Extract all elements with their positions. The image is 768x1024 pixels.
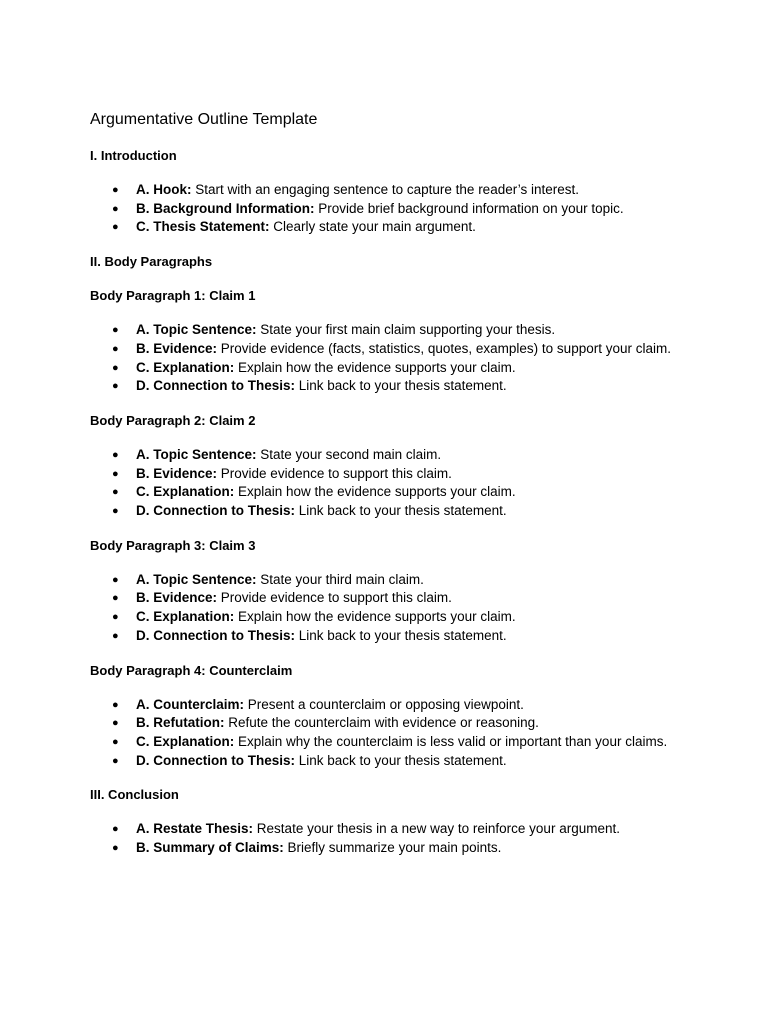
item-label: B. Background Information: bbox=[136, 200, 315, 216]
section-heading: Body Paragraph 3: Claim 3 bbox=[90, 537, 256, 553]
section-heading: III. Conclusion bbox=[90, 787, 179, 803]
outline-body bbox=[90, 147, 690, 858]
bullet-icon: ● bbox=[112, 467, 119, 480]
bullet-icon: ● bbox=[112, 448, 119, 461]
item-label: A. Counterclaim: bbox=[136, 696, 245, 712]
item-label: C. Explanation: bbox=[136, 733, 235, 749]
item-text: Link back to your thesis statement. bbox=[295, 752, 507, 768]
item-text: Explain how the evidence supports your claim. bbox=[234, 609, 516, 625]
bullet-icon: ● bbox=[112, 717, 119, 730]
list-item bbox=[90, 340, 690, 359]
item-text: Provide evidence to support this claim. bbox=[217, 590, 452, 606]
item-text: Link back to your thesis statement. bbox=[295, 503, 507, 519]
section-list bbox=[90, 696, 690, 771]
item-text: State your first main claim supporting your thesis. bbox=[256, 322, 556, 338]
item-label: D. Connection to Thesis: bbox=[136, 627, 296, 643]
list-item bbox=[90, 839, 690, 858]
item-text: Explain how the evidence supports your claim. bbox=[234, 359, 516, 375]
item-label: A. Restate Thesis: bbox=[136, 821, 254, 837]
section-list bbox=[90, 820, 690, 857]
section-heading: I. Introduction bbox=[90, 148, 177, 163]
list-item bbox=[90, 571, 690, 590]
item-label: A. Hook: bbox=[136, 182, 192, 197]
bullet-icon: ● bbox=[112, 735, 119, 748]
bullet-icon: ● bbox=[112, 823, 119, 836]
section-list bbox=[90, 446, 690, 521]
item-text: Briefly summarize your main points. bbox=[283, 840, 502, 856]
item-label: A. Topic Sentence: bbox=[136, 571, 257, 587]
item-text: Explain why the counterclaim is less valid or important than your claims. bbox=[234, 733, 668, 749]
list-item bbox=[90, 608, 690, 627]
list-item bbox=[90, 502, 690, 521]
item-text: Explain how the evidence supports your claim. bbox=[234, 484, 516, 500]
section-heading: Body Paragraph 1: Claim 1 bbox=[90, 288, 256, 304]
item-text: Provide brief background information on your topic. bbox=[314, 200, 624, 216]
section-list bbox=[90, 181, 690, 237]
list-item bbox=[90, 696, 690, 715]
list-item bbox=[90, 714, 690, 733]
item-label: B. Evidence: bbox=[136, 590, 218, 606]
list-item bbox=[90, 483, 690, 502]
list-item bbox=[90, 181, 690, 200]
bullet-icon: ● bbox=[112, 380, 119, 393]
item-text: State your second main claim. bbox=[256, 446, 442, 462]
list-item bbox=[90, 359, 690, 378]
item-text: Clearly state your main argument. bbox=[269, 219, 476, 235]
item-label: D. Connection to Thesis: bbox=[136, 752, 296, 768]
list-item bbox=[90, 446, 690, 465]
item-text: Start with an engaging sentence to capture the reader’s interest. bbox=[191, 182, 579, 197]
item-text: Provide evidence (facts, statistics, quotes, examples) to support your claim. bbox=[217, 340, 671, 356]
bullet-icon: ● bbox=[112, 592, 119, 605]
bullet-icon: ● bbox=[112, 184, 119, 196]
bullet-icon: ● bbox=[112, 221, 119, 234]
bullet-icon: ● bbox=[112, 342, 119, 355]
item-label: B. Evidence: bbox=[136, 465, 218, 481]
item-text: State your third main claim. bbox=[256, 571, 424, 587]
item-label: B. Refutation: bbox=[136, 715, 225, 731]
item-label: C. Thesis Statement: bbox=[136, 219, 270, 235]
item-label: C. Explanation: bbox=[136, 359, 235, 375]
bullet-icon: ● bbox=[112, 361, 119, 374]
bullet-icon: ● bbox=[112, 754, 119, 767]
list-item bbox=[90, 377, 690, 396]
item-text: Link back to your thesis statement. bbox=[295, 378, 507, 394]
bullet-icon: ● bbox=[112, 202, 119, 215]
list-item bbox=[90, 627, 690, 646]
item-text: Restate your thesis in a new way to reinforce your argument. bbox=[253, 821, 620, 837]
bullet-icon: ● bbox=[112, 486, 119, 499]
item-label: A. Topic Sentence: bbox=[136, 322, 257, 338]
list-item bbox=[90, 820, 690, 839]
item-label: A. Topic Sentence: bbox=[136, 446, 257, 462]
item-label: D. Connection to Thesis: bbox=[136, 378, 296, 394]
document-page bbox=[90, 109, 690, 874]
list-item bbox=[90, 218, 690, 237]
bullet-icon: ● bbox=[112, 611, 119, 624]
section-heading: II. Body Paragraphs bbox=[90, 254, 213, 270]
list-item bbox=[90, 752, 690, 771]
item-text: Link back to your thesis statement. bbox=[295, 627, 507, 643]
item-label: B. Evidence: bbox=[136, 340, 218, 356]
list-item bbox=[90, 589, 690, 608]
bullet-icon: ● bbox=[112, 698, 119, 711]
document-title: Argumentative Outline Template bbox=[90, 111, 318, 128]
bullet-icon: ● bbox=[112, 842, 119, 855]
section-list bbox=[90, 571, 690, 646]
item-label: C. Explanation: bbox=[136, 609, 235, 625]
bullet-icon: ● bbox=[112, 573, 119, 586]
item-text: Refute the counterclaim with evidence or reasoning. bbox=[224, 715, 539, 731]
item-label: B. Summary of Claims: bbox=[136, 840, 284, 856]
section-list bbox=[90, 321, 690, 396]
section-heading: Body Paragraph 2: Claim 2 bbox=[90, 412, 256, 428]
list-item bbox=[90, 733, 690, 752]
item-text: Present a counterclaim or opposing viewpoint. bbox=[244, 696, 524, 712]
list-item bbox=[90, 321, 690, 340]
list-item bbox=[90, 465, 690, 484]
item-label: C. Explanation: bbox=[136, 484, 235, 500]
item-label: D. Connection to Thesis: bbox=[136, 503, 296, 519]
item-text: Provide evidence to support this claim. bbox=[217, 465, 452, 481]
bullet-icon: ● bbox=[112, 324, 119, 337]
section-heading: Body Paragraph 4: Counterclaim bbox=[90, 662, 293, 678]
bullet-icon: ● bbox=[112, 629, 119, 642]
bullet-icon: ● bbox=[112, 505, 119, 518]
list-item bbox=[90, 200, 690, 219]
